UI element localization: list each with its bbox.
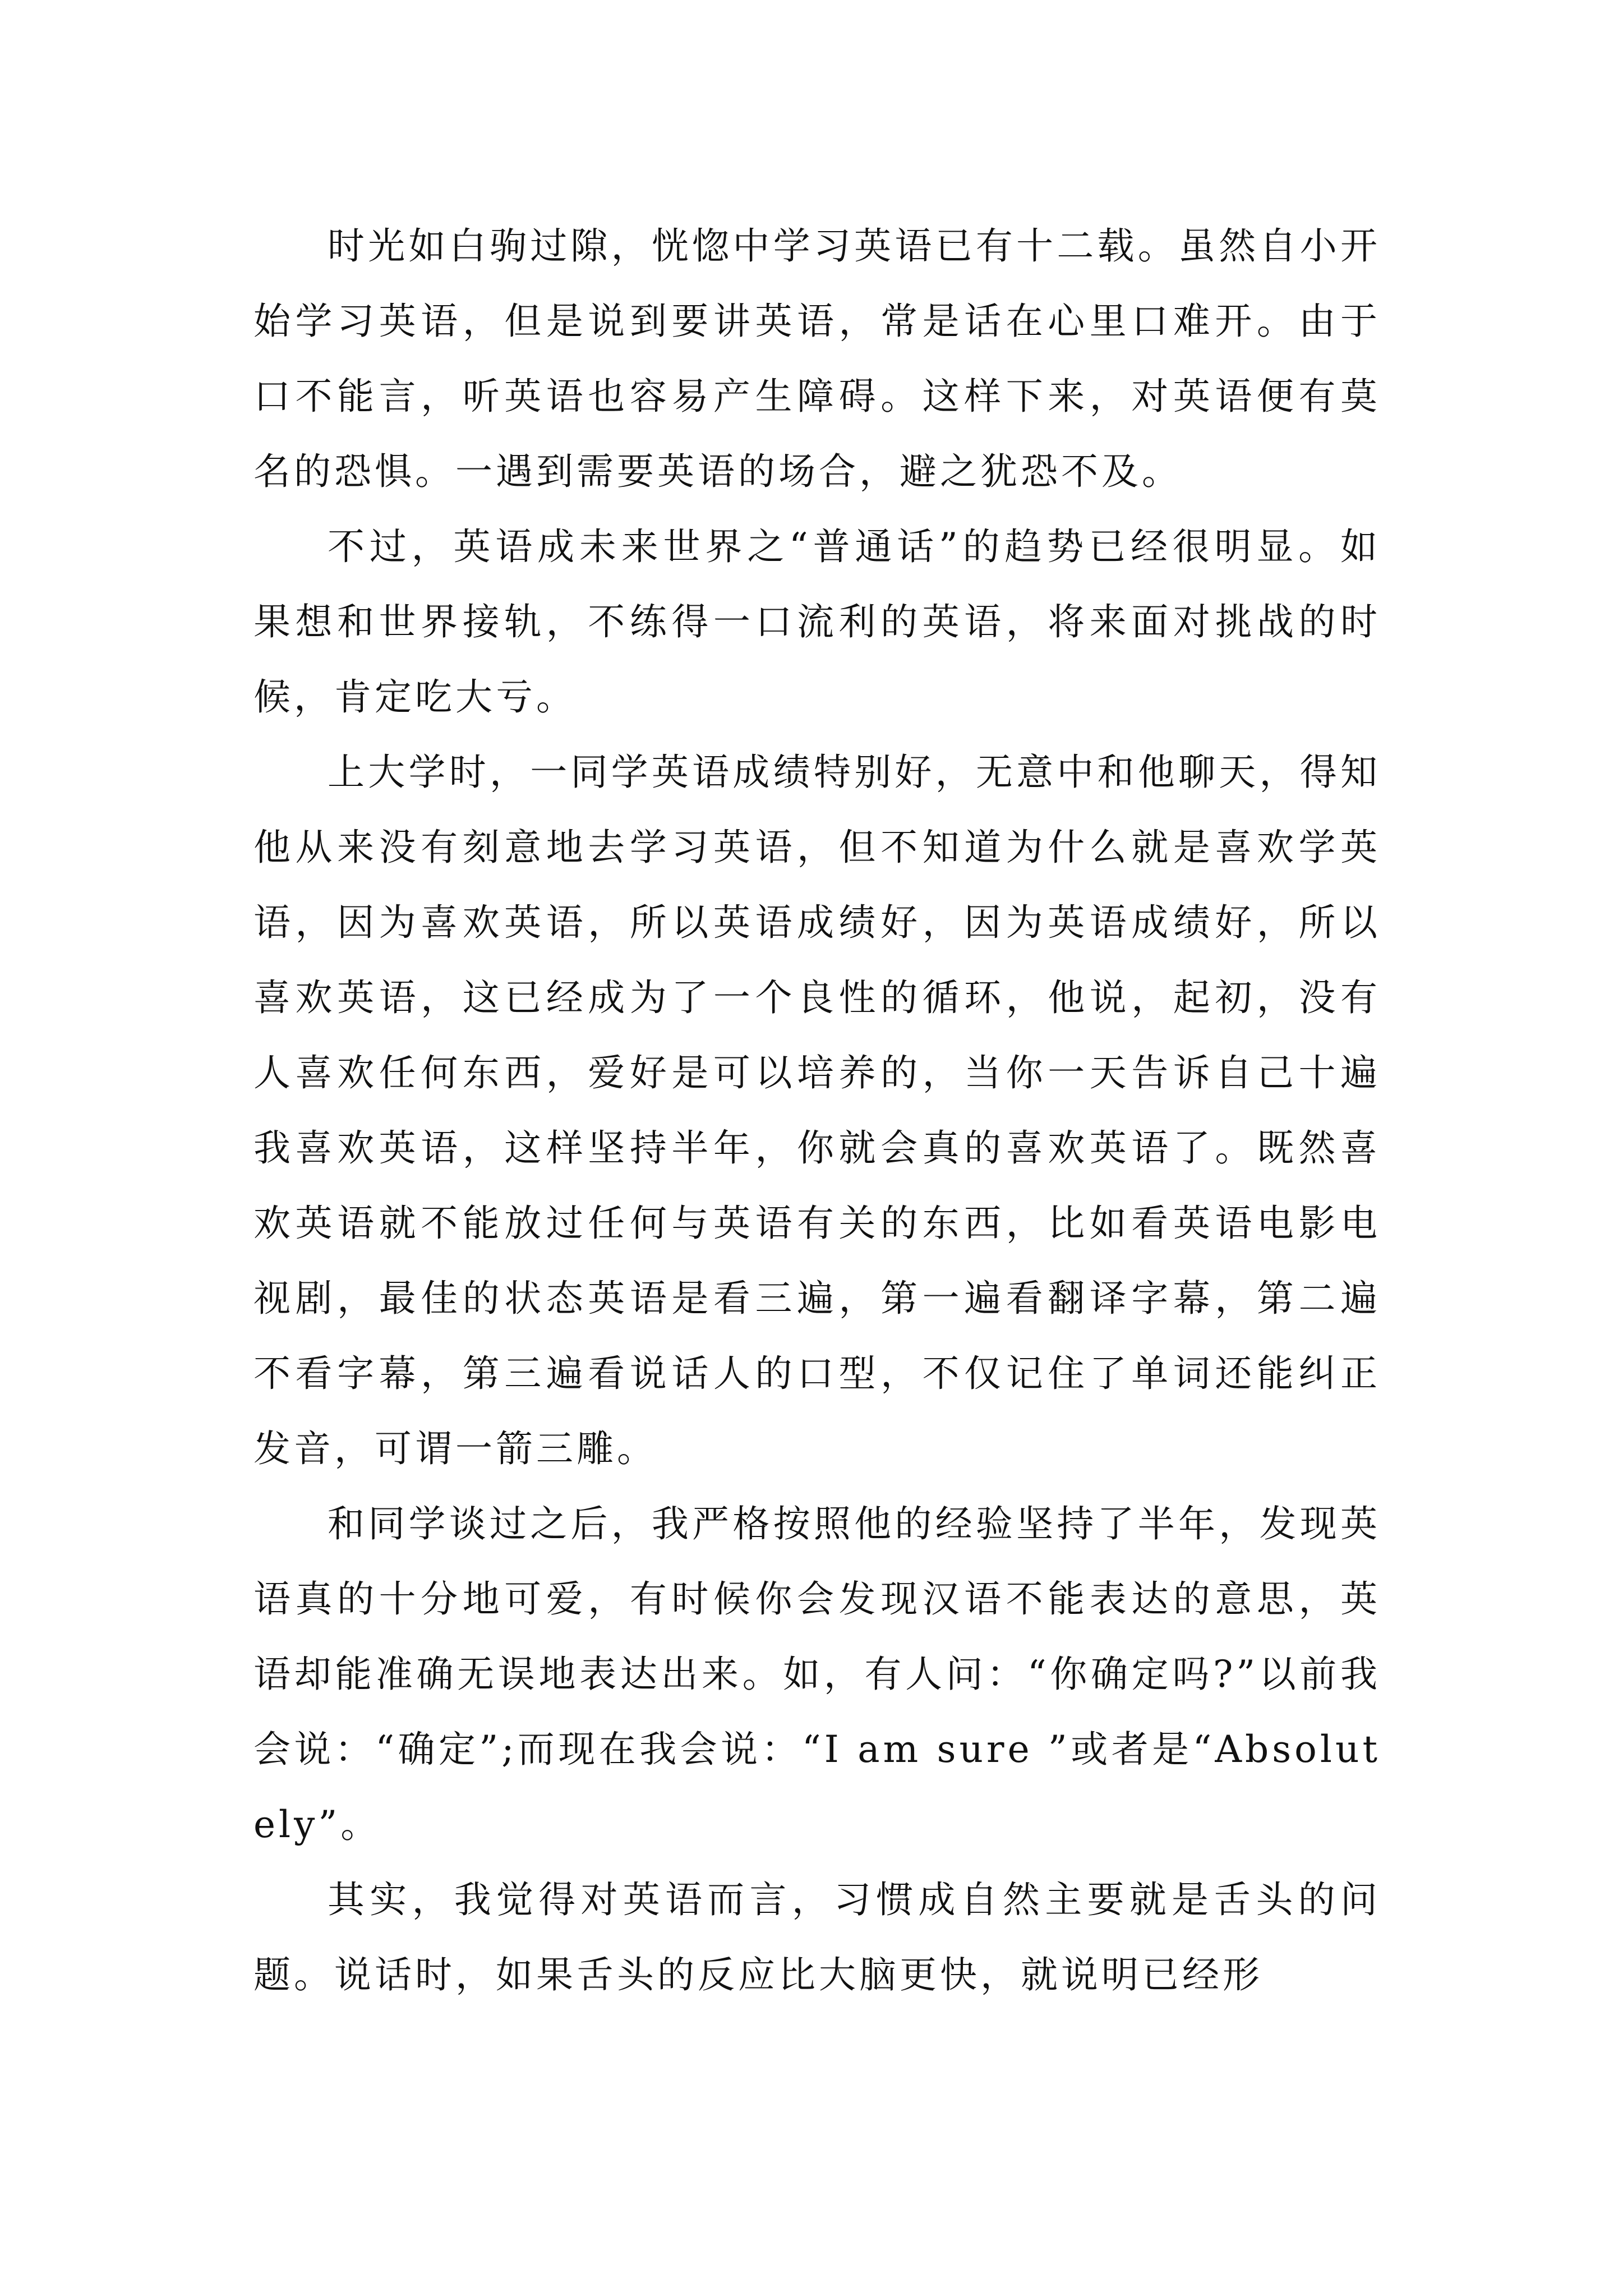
paragraph-1: 时光如白驹过隙，恍惚中学习英语已有十二载。虽然自小开始学习英语，但是说到要讲英语，常是话在心里口难开。由于口不能言，听英语也容易产生障碍。这样下来，对英语便有莫名的恐惧。一遇到需要英语的场合，避之犹恐不及。 xyxy=(253,224,1381,493)
paragraph-3: 上大学时，一同学英语成绩特别好，无意中和他聊天，得知他从来没有刻意地去学习英语，但不知道为什么就是喜欢学英语，因为喜欢英语，所以英语成绩好，因为英语成绩好，所以喜欢英语，这已经成为了一个良性的循环，他说，起初，没有人喜欢任何东西，爱好是可以培养的，当你一天告诉自己十遍我喜欢英语，这样坚持半年，你就会真的喜欢英语了。既然喜欢英语就不能放过任何与英语有关的东西，比如看英语电影电视剧，最佳的状态英语是看三遍，第一遍看翻译字幕，第二遍不看字幕，第三遍看说话人的口型，不仅记住了单词还能纠正发音，可谓一箭三雕。 xyxy=(253,751,1381,1470)
body-text xyxy=(253,209,1381,2013)
paragraph-5: 其实，我觉得对英语而言，习惯成自然主要就是舌头的问题。说话时，如果舌头的反应比大脑更快，就说明已经形 xyxy=(253,1878,1381,1996)
paragraph-2: 不过，英语成未来世界之“普通话”的趋势已经很明显。如果想和世界接轨，不练得一口流利的英语，将来面对挑战的时候，肯定吃大亏。 xyxy=(253,525,1381,719)
paragraph-4: 和同学谈过之后，我严格按照他的经验坚持了半年，发现英语真的十分地可爱，有时候你会发现汉语不能表达的意思，英语却能准确无误地表达出来。如，有人问：“你确定吗?”以前我会说：“确定”;而现在我会说：“I am sure ”或者是“Absolutely”。 xyxy=(253,1502,1381,1846)
